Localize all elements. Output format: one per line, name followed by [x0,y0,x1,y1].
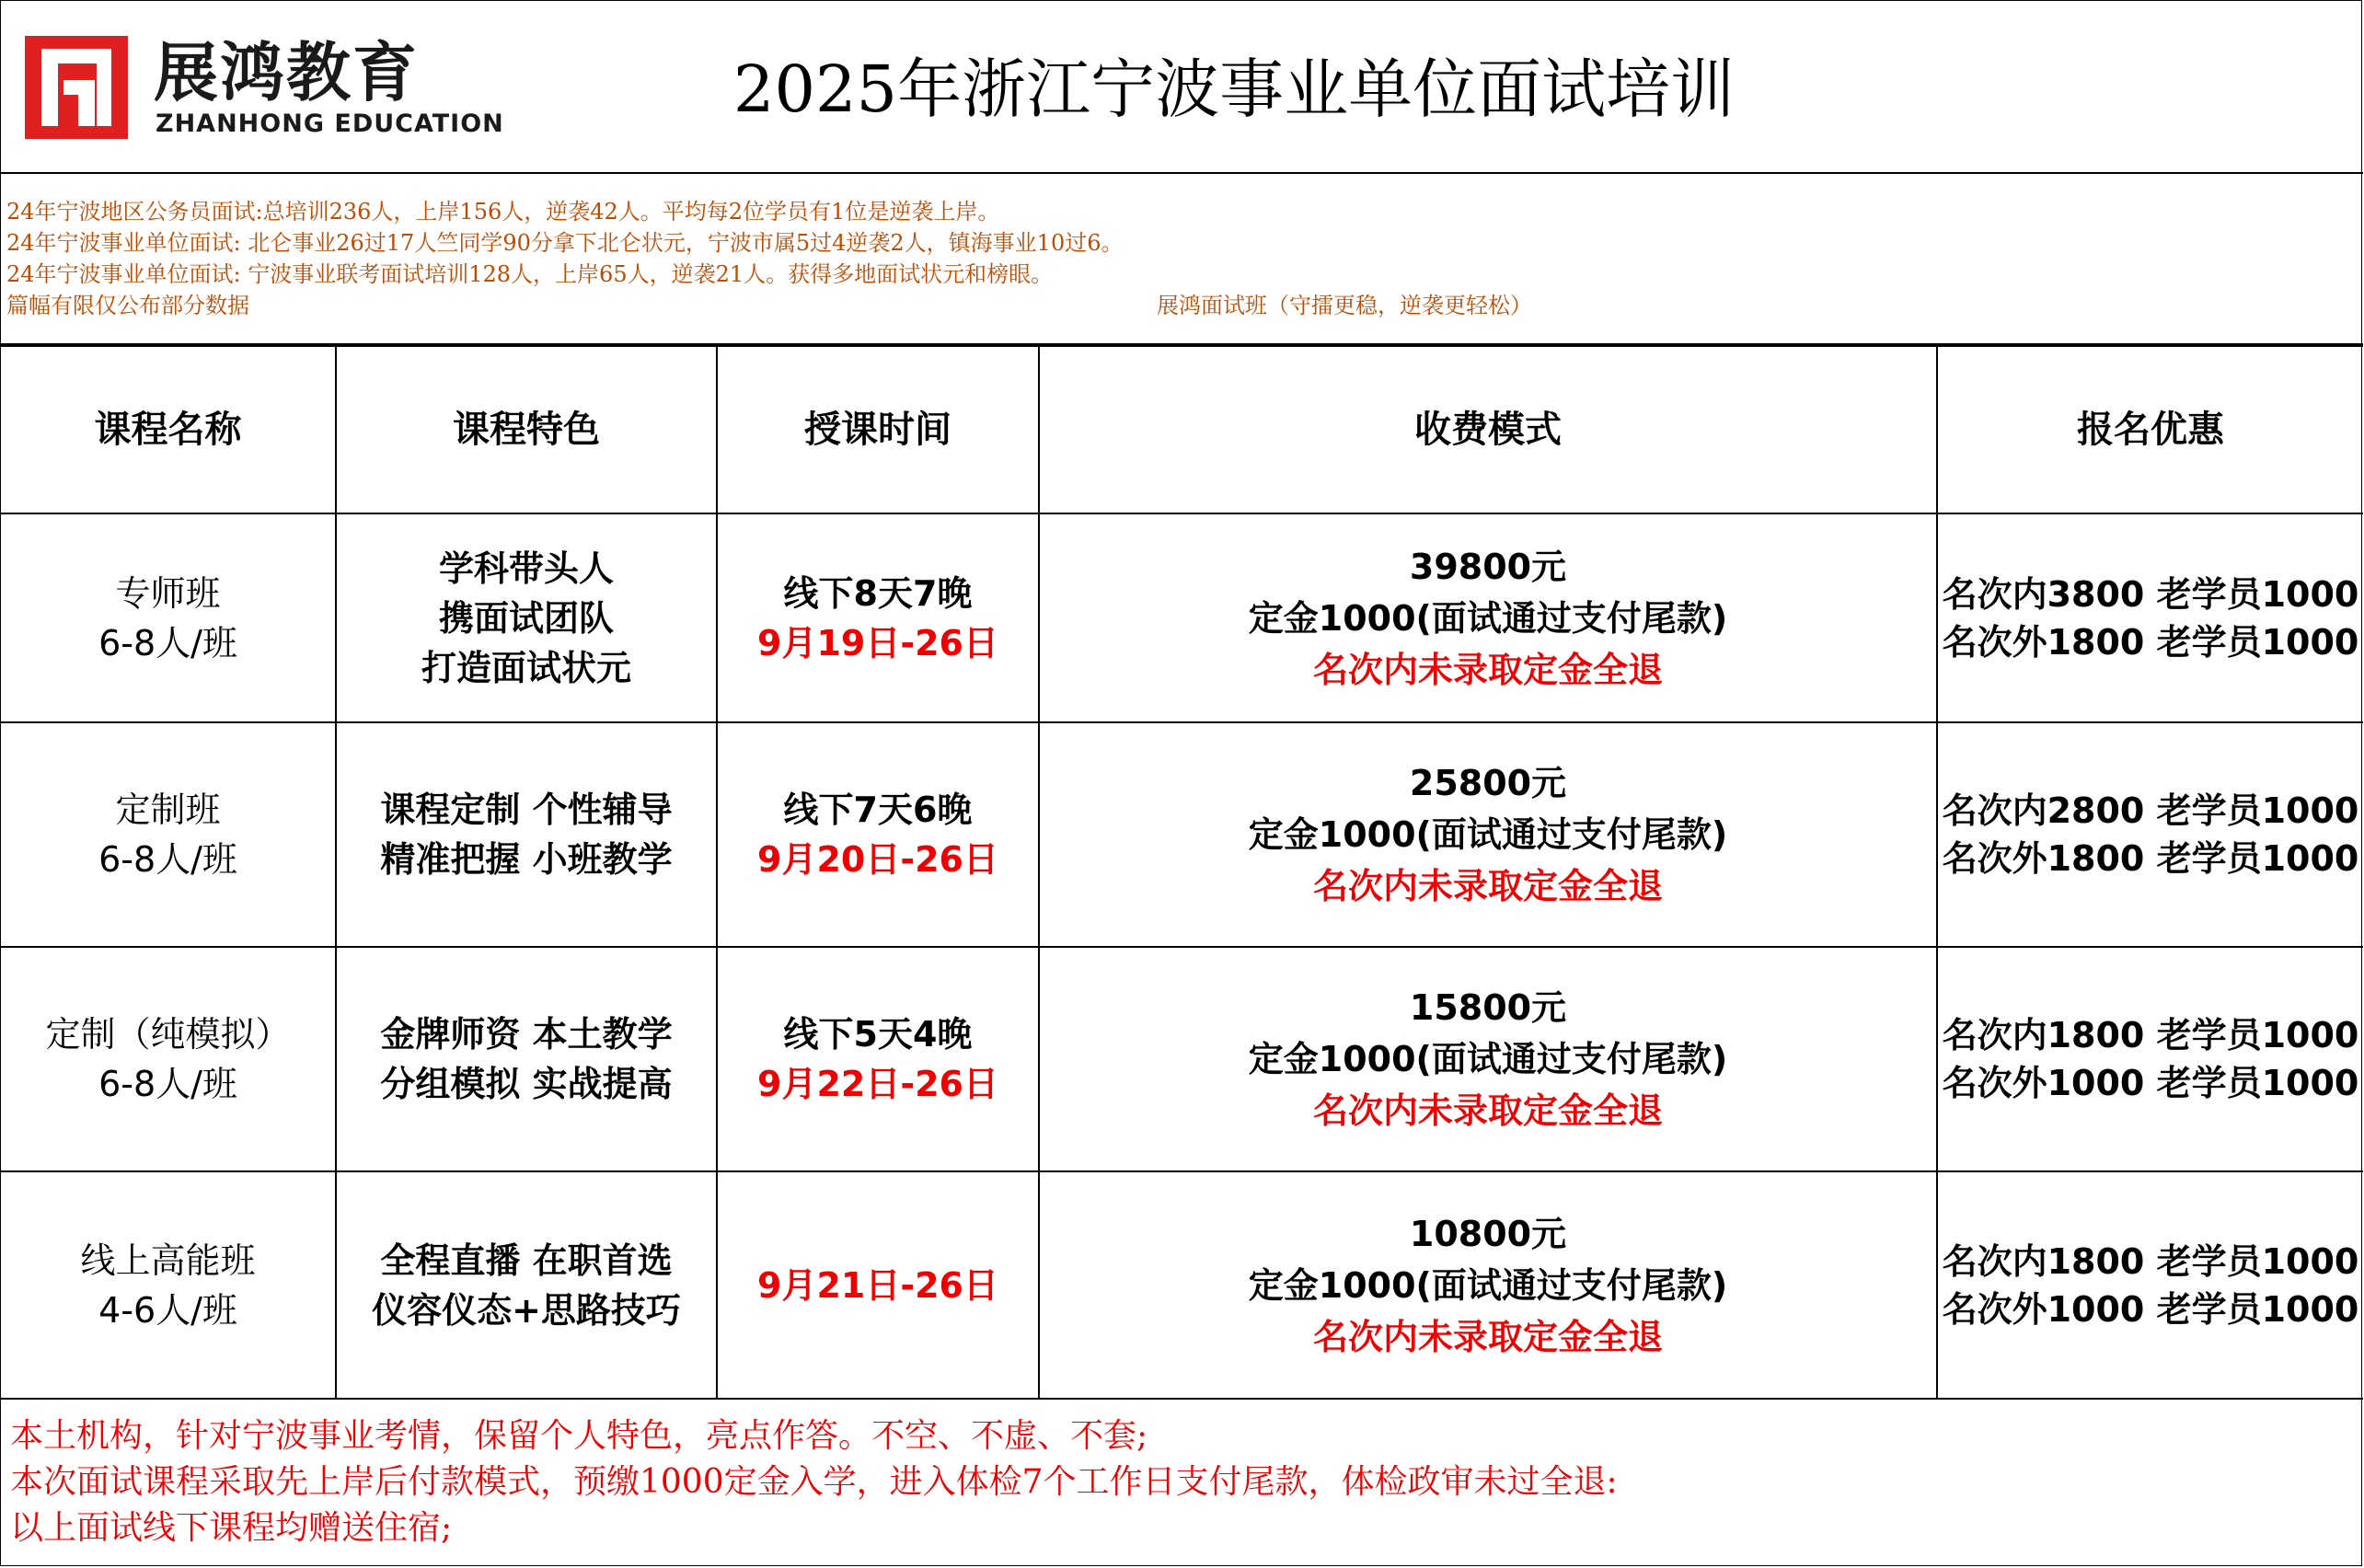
course-name: 定制班 [115,790,221,830]
fee-refund: 名次内未录取定金全退 [1312,649,1663,690]
table-row [1,513,2363,722]
discount-line: 名次外1000 老学员1000 [1942,1288,2359,1330]
table-header-row [1,346,2363,513]
course-features-cell [336,722,717,947]
discount-line: 名次内3800 老学员1000 [1942,573,2359,615]
course-discount-cell [1937,513,2363,722]
brand-name-cn: 展鸿教育 [154,35,419,110]
course-fee-cell [1039,947,1937,1171]
stats-slogan: 展鸿面试班（守擂更稳，逆袭更轻松） [1157,293,1532,318]
course-fee-cell [1039,722,1937,947]
feature-line: 金牌师资 本土教学 [380,1014,673,1055]
course-name-cell [1,513,336,722]
class-size: 6-8人/班 [98,622,237,663]
discount-line: 名次内1800 老学员1000 [1942,1240,2359,1282]
feature-line: 精准把握 小班教学 [380,839,673,880]
page-title: 2025年浙江宁波事业单位面试培训 [732,52,1736,127]
course-schedule-cell [717,513,1039,722]
feature-line: 仪容仪态+思路技巧 [372,1289,681,1331]
fee-refund: 名次内未录取定金全退 [1312,866,1663,906]
fee-price: 39800元 [1409,546,1567,587]
fee-deposit: 定金1000(面试通过支付尾款) [1248,597,1728,639]
course-fee-cell [1039,513,1937,722]
fee-refund: 名次内未录取定金全退 [1312,1316,1663,1357]
feature-line: 打造面试状元 [421,647,631,688]
class-size: 4-6人/班 [98,1289,237,1331]
course-table [1,345,2363,1400]
discount-line: 名次内1800 老学员1000 [1942,1015,2359,1055]
course-name-cell [1,722,336,947]
fee-deposit: 定金1000(面试通过支付尾款) [1248,1264,1728,1306]
footer-note-payment: 本次面试课程采取先上岸后付款模式，预缴1000定金入学，进入体检7个工作日支付尾款，体检政审未过全退: [10,1463,1618,1501]
course-discount-cell [1937,947,2363,1171]
class-size: 6-8人/班 [98,839,237,880]
course-schedule-cell [717,722,1039,947]
header [1,1,2363,174]
fee-deposit: 定金1000(面试通过支付尾款) [1248,1039,1728,1079]
brand-name-en: ZHANHONG EDUCATION [156,110,504,138]
fee-deposit: 定金1000(面试通过支付尾款) [1248,814,1728,855]
discount-line: 名次外1000 老学员1000 [1942,1063,2359,1103]
footer-notes [1,1395,2363,1567]
brand-logo [25,35,504,141]
column-header-discount: 报名优惠 [1937,346,2363,513]
stats-section [1,174,2363,345]
column-header-name: 课程名称 [1,346,336,513]
course-fee-cell [1039,1171,1937,1399]
course-features-cell [336,1171,717,1399]
fee-price: 15800元 [1409,987,1567,1028]
table-row [1,947,2363,1171]
footer-note-lodging: 以上面试线下课程均赠送住宿; [10,1509,453,1547]
column-header-schedule: 授课时间 [717,346,1039,513]
schedule-duration: 线下8天7晚 [783,572,973,614]
discount-line: 名次外1800 老学员1000 [1942,838,2359,879]
feature-line: 全程直播 在职首选 [380,1239,673,1281]
zhanhong-logo-icon [25,36,128,139]
class-size: 6-8人/班 [98,1064,237,1104]
course-name: 专师班 [115,572,221,614]
feature-line: 分组模拟 实战提高 [380,1064,673,1104]
course-features-cell [336,947,717,1171]
course-name: 定制（纯模拟） [45,1014,291,1055]
schedule-dates: 9月22日-26日 [757,1064,998,1104]
fee-refund: 名次内未录取定金全退 [1312,1090,1663,1131]
column-header-fee: 收费模式 [1039,346,1937,513]
course-name-cell [1,947,336,1171]
course-schedule-cell [717,1171,1039,1399]
column-header-features: 课程特色 [336,346,717,513]
schedule-dates: 9月20日-26日 [757,839,998,880]
footer-note-local: 本土机构，针对宁波事业考情，保留个人特色，亮点作答。不空、不虚、不套; [10,1417,1148,1455]
discount-line: 名次内2800 老学员1000 [1942,790,2359,831]
schedule-dates: 9月19日-26日 [757,622,998,663]
schedule-duration: 线下7天6晚 [783,790,973,830]
course-name: 线上高能班 [80,1239,256,1281]
course-discount-cell [1937,1171,2363,1399]
discount-line: 名次外1800 老学员1000 [1942,621,2359,663]
course-features-cell [336,513,717,722]
feature-line: 携面试团队 [438,597,614,639]
course-name-cell [1,1171,336,1399]
course-schedule-cell [717,947,1039,1171]
course-discount-cell [1937,722,2363,947]
fee-price: 25800元 [1409,763,1567,803]
table-row [1,722,2363,947]
stat-line-civil-service: 24年宁波地区公务员面试:总培训236人，上岸156人，逆袭42人。平均每2位学员有1位是逆袭上岸。 [6,199,1000,225]
fee-price: 10800元 [1409,1213,1567,1254]
stat-line-beilun: 24年宁波事业单位面试: 北仑事业26过17人竺同学90分拿下北仑状元，宁波市属5过4逆袭2人，镇海事业10过6。 [6,230,1124,256]
table-row [1,1171,2363,1399]
schedule-duration: 线下5天4晚 [783,1014,973,1055]
schedule-dates: 9月21日-26日 [757,1264,998,1306]
stat-line-partial-note: 篇幅有限仅公布部分数据 [6,293,249,318]
feature-line: 学科带头人 [438,548,614,589]
stat-line-joint-exam: 24年宁波事业单位面试: 宁波事业联考面试培训128人，上岸65人，逆袭21人。获得多地面试状元和榜眼。 [6,261,1054,287]
feature-line: 课程定制 个性辅导 [380,790,673,830]
